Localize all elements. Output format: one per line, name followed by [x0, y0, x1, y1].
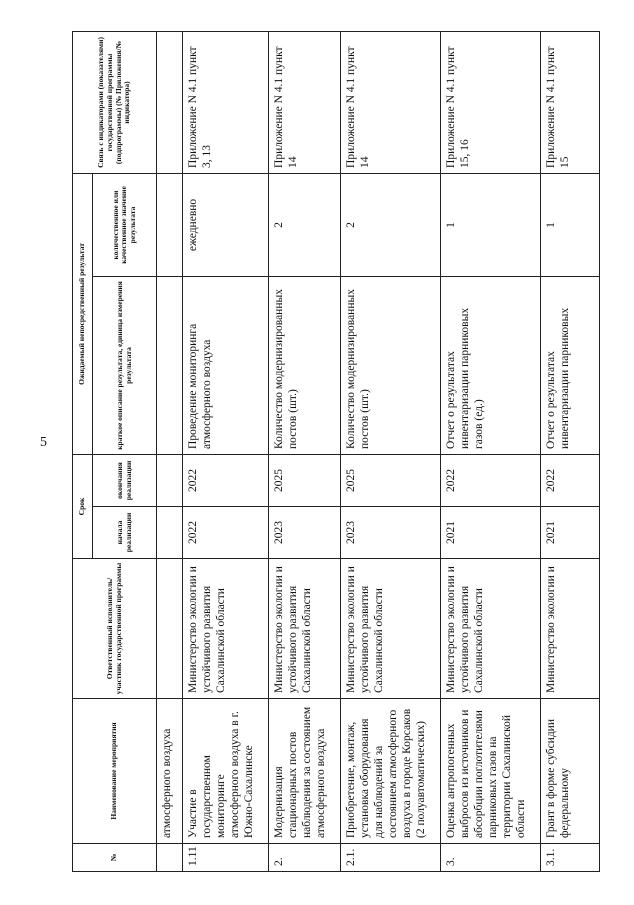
- row-responsible: Министерство экологии и: [541, 559, 600, 699]
- row-responsible: Министерство экологии и устойчивого развития Сахалинской области: [183, 559, 269, 699]
- row-start: 2022: [183, 507, 269, 559]
- row-link: Приложение N 4.1 пункт 14: [341, 31, 441, 173]
- row-desc: Количество модернизированных постов (шт.): [341, 276, 441, 454]
- continuation-row: [157, 31, 183, 871]
- rotated-table-wrapper: [72, 32, 600, 872]
- row-value: 2: [269, 173, 341, 276]
- row-desc: Отчет о результатах инвентаризации парниковых газов (ед.): [441, 276, 541, 454]
- row-end: 2022: [541, 454, 600, 506]
- row-value: 1: [441, 173, 541, 276]
- row-no: 2.: [269, 844, 341, 872]
- table-row: [269, 31, 341, 871]
- table-row: [541, 31, 600, 871]
- table-row: [341, 31, 441, 871]
- header-term-start: начала реализации: [93, 507, 157, 559]
- row-end: 2025: [269, 454, 341, 506]
- row-desc: Отчет о результатах инвентаризации парниковых: [541, 276, 600, 454]
- row-link: Приложение N 4.1 пункт 14: [269, 31, 341, 173]
- row-name: Участие в государственном мониторинге атмосферного воздуха в г. Южно-Сахалинске: [183, 699, 269, 844]
- row-name: Приобретение, монтаж, установка оборудования для наблюдений за состоянием атмосферного воздуха в городе Корсаков (2 полуавтоматических): [341, 699, 441, 844]
- row-link: Приложение N 4.1 пункт 15: [541, 31, 600, 173]
- header-row-1: [73, 31, 93, 871]
- row-start: 2021: [541, 507, 600, 559]
- row-end: 2022: [183, 454, 269, 506]
- row-responsible: Министерство экологии и устойчивого развития Сахалинской области: [441, 559, 541, 699]
- row-responsible: Министерство экологии и устойчивого развития Сахалинской области: [269, 559, 341, 699]
- row-value: ежедневно: [183, 173, 269, 276]
- row-desc: Проведение мониторинга атмосферного воздуха: [183, 276, 269, 454]
- row-end: 2022: [441, 454, 541, 506]
- row-value: 2: [341, 173, 441, 276]
- row-start: 2023: [269, 507, 341, 559]
- header-expected-value: количественное или качественное значение результата: [93, 173, 157, 276]
- header-term: Срок: [73, 454, 93, 558]
- header-term-end: окончания реализации: [93, 454, 157, 506]
- continuation-text: атмосферного воздуха: [157, 699, 183, 844]
- row-no: 1.11: [183, 844, 269, 872]
- header-expected-desc: краткое описание результата, единица измерения результата: [93, 276, 157, 454]
- row-link: Приложение N 4.1 пункт 15, 16: [441, 31, 541, 173]
- row-name: Оценка антропогенных выбросов из источников и абсорбции поглотителями парниковых газов на территории Сахалинской области: [441, 699, 541, 844]
- header-responsible: Ответственный исполнитель/участник государственной программы: [73, 559, 157, 699]
- row-no: 3.: [441, 844, 541, 872]
- row-name: Модернизация стационарных постов наблюдения за состоянием атмосферного воздуха: [269, 699, 341, 844]
- header-link: Связь с индикаторами (показателями) государственной программы (подпрограммы) (№ Приложения/№ индикатора): [73, 31, 157, 173]
- table-row: [441, 31, 541, 871]
- activities-table: [72, 31, 600, 872]
- row-value: 1: [541, 173, 600, 276]
- row-no: 3.1.: [541, 844, 600, 872]
- table-row: [183, 31, 269, 871]
- row-link: Приложение N 4.1 пункт 3, 13: [183, 31, 269, 173]
- row-desc: Количество модернизированных постов (шт.): [269, 276, 341, 454]
- header-name: Наименование мероприятия: [73, 699, 157, 844]
- row-responsible: Министерство экологии и устойчивого развития Сахалинской области: [341, 559, 441, 699]
- row-no: 2.1.: [341, 844, 441, 872]
- page-number: 5: [40, 435, 47, 450]
- header-expected: Ожидаемый непосредственный результат: [73, 173, 93, 454]
- row-start: 2021: [441, 507, 541, 559]
- row-start: 2023: [341, 507, 441, 559]
- row-name: Грант в форме субсидии федеральному: [541, 699, 600, 844]
- row-end: 2025: [341, 454, 441, 506]
- header-no: №: [73, 844, 157, 872]
